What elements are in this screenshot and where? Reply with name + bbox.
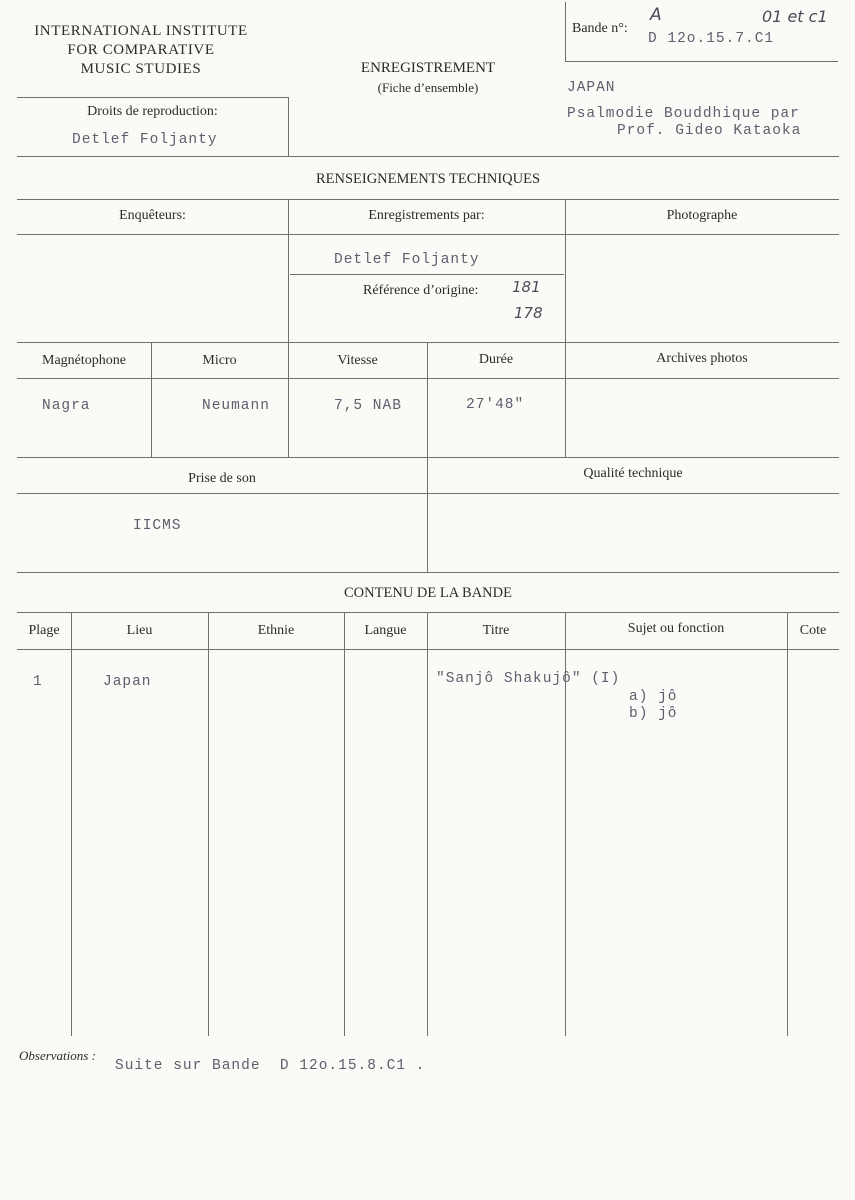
observations-label: Observations : — [19, 1048, 96, 1063]
tech-section-title: RENSEIGNEMENTS TECHNIQUES — [315, 171, 541, 187]
col-titre: Titre — [482, 623, 510, 638]
col-ethnie: Ethnie — [257, 623, 295, 638]
observations-value: Suite sur Bande D 12o.15.8.C1 . — [115, 1058, 426, 1074]
reference-hand-1: 181 — [512, 278, 541, 296]
subject-line-1: Psalmodie Bouddhique par — [567, 106, 800, 122]
row-sub-a: a) jô — [629, 689, 678, 705]
row-plage: 1 — [33, 674, 43, 690]
reference-hand-2: 178 — [514, 304, 543, 322]
page-title: ENREGISTREMENT — [360, 60, 496, 76]
droits-label: Droits de reproduction: — [87, 104, 218, 119]
archives-label: Archives photos — [656, 351, 748, 366]
row-titre: "Sanjô Shakujô" (I) — [436, 671, 621, 687]
droits-value: Detlef Foljanty — [72, 132, 218, 148]
institute-line-1: INTERNATIONAL INSTITUTE — [34, 23, 248, 39]
bande-hand-letter: A — [650, 5, 662, 25]
photographe-label: Photographe — [666, 208, 738, 223]
prise-label: Prise de son — [188, 471, 256, 486]
institute-line-3: MUSIC STUDIES — [80, 61, 202, 77]
col-sujet: Sujet ou fonction — [627, 621, 725, 636]
enregistrements-label: Enregistrements par: — [368, 208, 485, 223]
institute-name — [10, 22, 272, 79]
prise-value: IICMS — [133, 518, 182, 534]
vitesse-value: 7,5 NAB — [334, 398, 402, 414]
row-sub-b: b) jô — [629, 706, 678, 722]
reference-label: Référence d’origine: — [363, 283, 479, 298]
col-cote: Cote — [799, 623, 827, 638]
enregistrements-value: Detlef Foljanty — [334, 252, 480, 268]
contenu-section-title: CONTENU DE LA BANDE — [344, 585, 512, 601]
magnetophone-label: Magnétophone — [42, 353, 126, 368]
subject-line-2: Prof. Gideo Kataoka — [617, 123, 802, 139]
enqueteurs-label: Enquêteurs: — [119, 208, 186, 223]
page-subtitle: (Fiche d’ensemble) — [377, 80, 479, 95]
duree-label: Durée — [478, 352, 514, 367]
micro-value: Neumann — [202, 398, 270, 414]
bande-label: Bande n°: — [572, 21, 628, 36]
institute-line-2: FOR COMPARATIVE — [67, 42, 215, 58]
col-plage: Plage — [28, 623, 60, 638]
col-langue: Langue — [364, 623, 407, 638]
vitesse-label: Vitesse — [337, 353, 378, 368]
magnetophone-value: Nagra — [42, 398, 91, 414]
qualite-label: Qualité technique — [583, 466, 683, 481]
duree-value: 27'48" — [466, 397, 525, 413]
micro-label: Micro — [202, 353, 237, 368]
row-lieu: Japan — [103, 674, 152, 690]
bande-number: D 12o.15.7.C1 — [648, 31, 775, 47]
col-lieu: Lieu — [126, 623, 153, 638]
bande-hand-note: 01 et c1 — [762, 7, 828, 26]
subject-country: JAPAN — [567, 80, 616, 96]
